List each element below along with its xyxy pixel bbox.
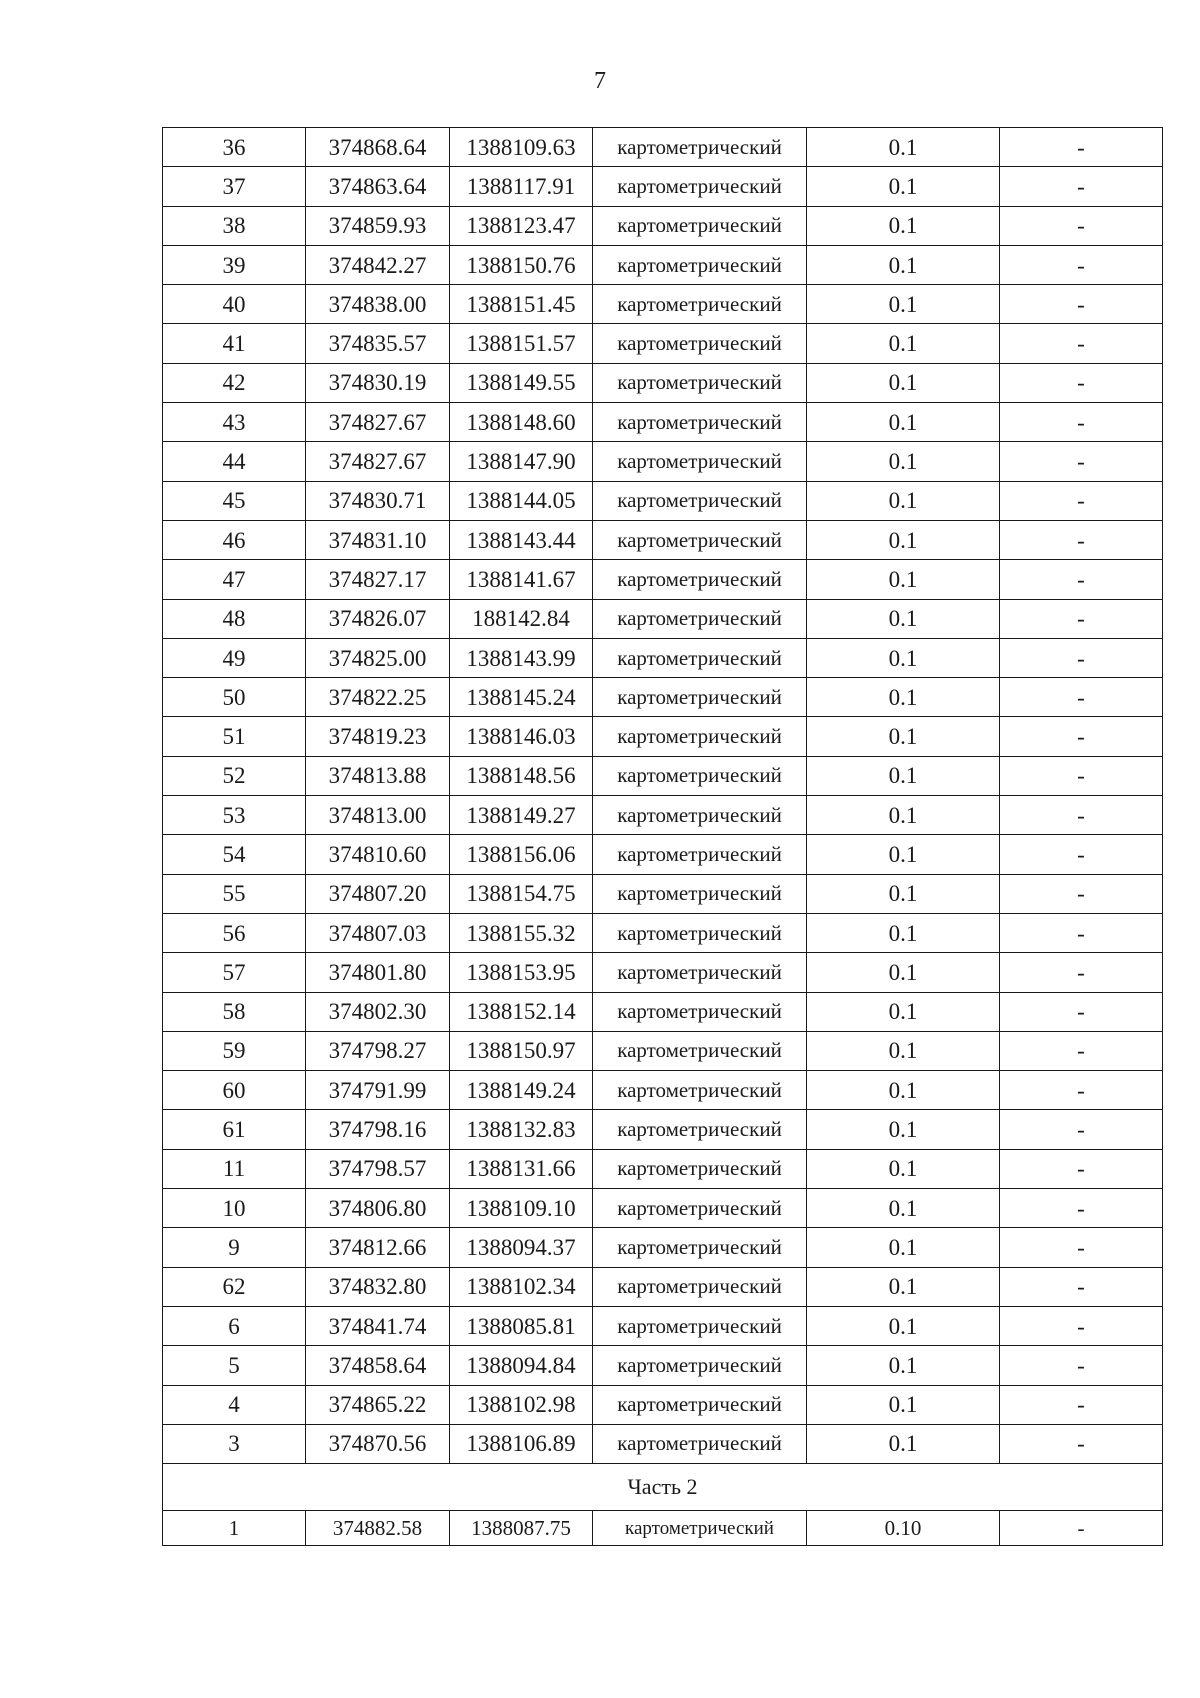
point-number-cell: 5 xyxy=(163,1346,306,1385)
y-coordinate-cell: 188142.84 xyxy=(450,599,593,638)
method-cell: картометрический xyxy=(593,1110,807,1149)
point-number-cell: 60 xyxy=(163,1071,306,1110)
x-coordinate-cell: 374798.57 xyxy=(306,1149,450,1188)
x-coordinate-cell: 374865.22 xyxy=(306,1385,450,1424)
table-row xyxy=(163,403,1163,442)
table-row xyxy=(163,1149,1163,1188)
note-cell: - xyxy=(1000,638,1163,677)
table-row xyxy=(163,796,1163,835)
accuracy-cell: 0.1 xyxy=(807,638,1000,677)
point-number-cell: 11 xyxy=(163,1149,306,1188)
y-coordinate-cell: 1388109.10 xyxy=(450,1189,593,1228)
table-row xyxy=(163,1031,1163,1070)
method-cell: картометрический xyxy=(593,796,807,835)
method-cell: картометрический xyxy=(593,520,807,559)
note-cell: - xyxy=(1000,796,1163,835)
x-coordinate-cell: 374870.56 xyxy=(306,1424,450,1463)
method-cell: картометрический xyxy=(593,992,807,1031)
point-number-cell: 41 xyxy=(163,324,306,363)
note-cell: - xyxy=(1000,363,1163,402)
table-row xyxy=(163,1385,1163,1424)
x-coordinate-cell: 374838.00 xyxy=(306,285,450,324)
method-cell: картометрический xyxy=(593,1071,807,1110)
y-coordinate-cell: 1388153.95 xyxy=(450,953,593,992)
x-coordinate-cell: 374835.57 xyxy=(306,324,450,363)
accuracy-cell: 0.1 xyxy=(807,1385,1000,1424)
accuracy-cell: 0.1 xyxy=(807,245,1000,284)
method-cell: картометрический xyxy=(593,835,807,874)
y-coordinate-cell: 1388148.60 xyxy=(450,403,593,442)
y-coordinate-cell: 1388149.27 xyxy=(450,796,593,835)
y-coordinate-cell: 1388145.24 xyxy=(450,678,593,717)
note-cell: - xyxy=(1000,1424,1163,1463)
table-row xyxy=(163,363,1163,402)
y-coordinate-cell: 1388132.83 xyxy=(450,1110,593,1149)
point-number-cell: 6 xyxy=(163,1306,306,1345)
note-cell: - xyxy=(1000,756,1163,795)
accuracy-cell: 0.1 xyxy=(807,1267,1000,1306)
note-cell: - xyxy=(1000,874,1163,913)
method-cell: картометрический xyxy=(593,1424,807,1463)
accuracy-cell: 0.1 xyxy=(807,206,1000,245)
method-cell: картометрический xyxy=(593,638,807,677)
point-number-cell: 49 xyxy=(163,638,306,677)
point-number-cell: 50 xyxy=(163,678,306,717)
y-coordinate-cell: 1388154.75 xyxy=(450,874,593,913)
x-coordinate-cell: 374826.07 xyxy=(306,599,450,638)
x-coordinate-cell: 374813.88 xyxy=(306,756,450,795)
table-row xyxy=(163,1511,1163,1546)
table-row xyxy=(163,717,1163,756)
x-coordinate-cell: 374830.71 xyxy=(306,481,450,520)
point-number-cell: 61 xyxy=(163,1110,306,1149)
y-coordinate-cell: 1388151.57 xyxy=(450,324,593,363)
part-heading: Часть 2 xyxy=(163,1464,1163,1511)
x-coordinate-cell: 374827.67 xyxy=(306,442,450,481)
point-number-cell: 36 xyxy=(163,128,306,167)
point-number-cell: 51 xyxy=(163,717,306,756)
point-number-cell: 52 xyxy=(163,756,306,795)
x-coordinate-cell: 374882.58 xyxy=(306,1511,450,1546)
point-number-cell: 40 xyxy=(163,285,306,324)
table-row xyxy=(163,992,1163,1031)
table-row xyxy=(163,1306,1163,1345)
method-cell: картометрический xyxy=(593,1267,807,1306)
table-row xyxy=(163,1189,1163,1228)
method-cell: картометрический xyxy=(593,1031,807,1070)
note-cell: - xyxy=(1000,442,1163,481)
part-heading-row xyxy=(163,1464,1163,1511)
accuracy-cell: 0.1 xyxy=(807,874,1000,913)
method-cell: картометрический xyxy=(593,206,807,245)
method-cell: картометрический xyxy=(593,1228,807,1267)
note-cell: - xyxy=(1000,285,1163,324)
y-coordinate-cell: 1388147.90 xyxy=(450,442,593,481)
table-row xyxy=(163,167,1163,206)
note-cell: - xyxy=(1000,1346,1163,1385)
table-row xyxy=(163,953,1163,992)
x-coordinate-cell: 374801.80 xyxy=(306,953,450,992)
method-cell: картометрический xyxy=(593,481,807,520)
y-coordinate-cell: 1388123.47 xyxy=(450,206,593,245)
note-cell: - xyxy=(1000,717,1163,756)
point-number-cell: 38 xyxy=(163,206,306,245)
table-row xyxy=(163,520,1163,559)
table-row xyxy=(163,756,1163,795)
accuracy-cell: 0.1 xyxy=(807,481,1000,520)
table-row xyxy=(163,560,1163,599)
table-row xyxy=(163,324,1163,363)
note-cell: - xyxy=(1000,1110,1163,1149)
method-cell: картометрический xyxy=(593,363,807,402)
x-coordinate-cell: 374859.93 xyxy=(306,206,450,245)
method-cell: картометрический xyxy=(593,324,807,363)
x-coordinate-cell: 374819.23 xyxy=(306,717,450,756)
x-coordinate-cell: 374830.19 xyxy=(306,363,450,402)
accuracy-cell: 0.1 xyxy=(807,324,1000,363)
method-cell: картометрический xyxy=(593,1149,807,1188)
accuracy-cell: 0.1 xyxy=(807,796,1000,835)
table-row xyxy=(163,678,1163,717)
note-cell: - xyxy=(1000,167,1163,206)
x-coordinate-cell: 374827.67 xyxy=(306,403,450,442)
y-coordinate-cell: 1388152.14 xyxy=(450,992,593,1031)
note-cell: - xyxy=(1000,1306,1163,1345)
x-coordinate-cell: 374813.00 xyxy=(306,796,450,835)
point-number-cell: 46 xyxy=(163,520,306,559)
accuracy-cell: 0.1 xyxy=(807,363,1000,402)
table-row xyxy=(163,481,1163,520)
point-number-cell: 54 xyxy=(163,835,306,874)
note-cell: - xyxy=(1000,913,1163,952)
note-cell: - xyxy=(1000,953,1163,992)
note-cell: - xyxy=(1000,403,1163,442)
accuracy-cell: 0.1 xyxy=(807,285,1000,324)
accuracy-cell: 0.1 xyxy=(807,442,1000,481)
point-number-cell: 55 xyxy=(163,874,306,913)
method-cell: картометрический xyxy=(593,717,807,756)
y-coordinate-cell: 1388094.37 xyxy=(450,1228,593,1267)
accuracy-cell: 0.1 xyxy=(807,913,1000,952)
table-row xyxy=(163,128,1163,167)
x-coordinate-cell: 374812.66 xyxy=(306,1228,450,1267)
point-number-cell: 9 xyxy=(163,1228,306,1267)
method-cell: картометрический xyxy=(593,953,807,992)
table-row xyxy=(163,599,1163,638)
method-cell: картометрический xyxy=(593,1306,807,1345)
y-coordinate-cell: 1388131.66 xyxy=(450,1149,593,1188)
x-coordinate-cell: 374791.99 xyxy=(306,1071,450,1110)
y-coordinate-cell: 1388156.06 xyxy=(450,835,593,874)
page-number: 7 xyxy=(594,68,606,94)
note-cell: - xyxy=(1000,245,1163,284)
note-cell: - xyxy=(1000,1267,1163,1306)
accuracy-cell: 0.1 xyxy=(807,1189,1000,1228)
note-cell: - xyxy=(1000,1031,1163,1070)
note-cell: - xyxy=(1000,678,1163,717)
table-row xyxy=(163,1228,1163,1267)
y-coordinate-cell: 1388102.98 xyxy=(450,1385,593,1424)
y-coordinate-cell: 1388144.05 xyxy=(450,481,593,520)
method-cell: картометрический xyxy=(593,128,807,167)
x-coordinate-cell: 374841.74 xyxy=(306,1306,450,1345)
x-coordinate-cell: 374802.30 xyxy=(306,992,450,1031)
point-number-cell: 48 xyxy=(163,599,306,638)
y-coordinate-cell: 1388151.45 xyxy=(450,285,593,324)
note-cell: - xyxy=(1000,520,1163,559)
accuracy-cell: 0.1 xyxy=(807,599,1000,638)
coordinates-table-body xyxy=(163,128,1163,1546)
note-cell: - xyxy=(1000,992,1163,1031)
accuracy-cell: 0.1 xyxy=(807,1424,1000,1463)
table-row xyxy=(163,206,1163,245)
table-row xyxy=(163,1071,1163,1110)
accuracy-cell: 0.1 xyxy=(807,992,1000,1031)
accuracy-cell: 0.1 xyxy=(807,835,1000,874)
y-coordinate-cell: 1388087.75 xyxy=(450,1511,593,1546)
x-coordinate-cell: 374822.25 xyxy=(306,678,450,717)
note-cell: - xyxy=(1000,128,1163,167)
accuracy-cell: 0.1 xyxy=(807,1110,1000,1149)
accuracy-cell: 0.1 xyxy=(807,403,1000,442)
point-number-cell: 39 xyxy=(163,245,306,284)
x-coordinate-cell: 374827.17 xyxy=(306,560,450,599)
accuracy-cell: 0.1 xyxy=(807,1228,1000,1267)
method-cell: картометрический xyxy=(593,442,807,481)
accuracy-cell: 0.10 xyxy=(807,1511,1000,1546)
y-coordinate-cell: 1388106.89 xyxy=(450,1424,593,1463)
note-cell: - xyxy=(1000,1385,1163,1424)
point-number-cell: 53 xyxy=(163,796,306,835)
x-coordinate-cell: 374842.27 xyxy=(306,245,450,284)
method-cell: картометрический xyxy=(593,756,807,795)
point-number-cell: 10 xyxy=(163,1189,306,1228)
accuracy-cell: 0.1 xyxy=(807,1031,1000,1070)
y-coordinate-cell: 1388150.97 xyxy=(450,1031,593,1070)
note-cell: - xyxy=(1000,599,1163,638)
accuracy-cell: 0.1 xyxy=(807,520,1000,559)
table-row xyxy=(163,1346,1163,1385)
note-cell: - xyxy=(1000,1149,1163,1188)
x-coordinate-cell: 374868.64 xyxy=(306,128,450,167)
note-cell: - xyxy=(1000,560,1163,599)
method-cell: картометрический xyxy=(593,599,807,638)
note-cell: - xyxy=(1000,324,1163,363)
accuracy-cell: 0.1 xyxy=(807,1149,1000,1188)
method-cell: картометрический xyxy=(593,913,807,952)
method-cell: картометрический xyxy=(593,874,807,913)
table-row xyxy=(163,874,1163,913)
accuracy-cell: 0.1 xyxy=(807,953,1000,992)
point-number-cell: 47 xyxy=(163,560,306,599)
method-cell: картометрический xyxy=(593,1189,807,1228)
table-row xyxy=(163,442,1163,481)
x-coordinate-cell: 374807.20 xyxy=(306,874,450,913)
y-coordinate-cell: 1388148.56 xyxy=(450,756,593,795)
point-number-cell: 37 xyxy=(163,167,306,206)
note-cell: - xyxy=(1000,1511,1163,1546)
method-cell: картометрический xyxy=(593,1346,807,1385)
method-cell: картометрический xyxy=(593,560,807,599)
accuracy-cell: 0.1 xyxy=(807,128,1000,167)
accuracy-cell: 0.1 xyxy=(807,560,1000,599)
coordinates-table xyxy=(162,127,1163,1546)
point-number-cell: 43 xyxy=(163,403,306,442)
y-coordinate-cell: 1388094.84 xyxy=(450,1346,593,1385)
point-number-cell: 4 xyxy=(163,1385,306,1424)
point-number-cell: 59 xyxy=(163,1031,306,1070)
x-coordinate-cell: 374807.03 xyxy=(306,913,450,952)
point-number-cell: 62 xyxy=(163,1267,306,1306)
point-number-cell: 1 xyxy=(163,1511,306,1546)
accuracy-cell: 0.1 xyxy=(807,1346,1000,1385)
note-cell: - xyxy=(1000,1189,1163,1228)
note-cell: - xyxy=(1000,835,1163,874)
table-row xyxy=(163,1424,1163,1463)
table-row xyxy=(163,245,1163,284)
y-coordinate-cell: 1388085.81 xyxy=(450,1306,593,1345)
accuracy-cell: 0.1 xyxy=(807,1306,1000,1345)
x-coordinate-cell: 374810.60 xyxy=(306,835,450,874)
y-coordinate-cell: 1388149.24 xyxy=(450,1071,593,1110)
point-number-cell: 57 xyxy=(163,953,306,992)
accuracy-cell: 0.1 xyxy=(807,678,1000,717)
y-coordinate-cell: 1388146.03 xyxy=(450,717,593,756)
method-cell: картометрический xyxy=(593,167,807,206)
table-row xyxy=(163,1110,1163,1149)
method-cell: картометрический xyxy=(593,1511,807,1546)
note-cell: - xyxy=(1000,1071,1163,1110)
accuracy-cell: 0.1 xyxy=(807,756,1000,795)
x-coordinate-cell: 374858.64 xyxy=(306,1346,450,1385)
method-cell: картометрический xyxy=(593,1385,807,1424)
point-number-cell: 3 xyxy=(163,1424,306,1463)
x-coordinate-cell: 374832.80 xyxy=(306,1267,450,1306)
note-cell: - xyxy=(1000,481,1163,520)
table-row xyxy=(163,913,1163,952)
table-row xyxy=(163,1267,1163,1306)
method-cell: картометрический xyxy=(593,285,807,324)
point-number-cell: 44 xyxy=(163,442,306,481)
x-coordinate-cell: 374863.64 xyxy=(306,167,450,206)
accuracy-cell: 0.1 xyxy=(807,167,1000,206)
accuracy-cell: 0.1 xyxy=(807,1071,1000,1110)
point-number-cell: 56 xyxy=(163,913,306,952)
note-cell: - xyxy=(1000,1228,1163,1267)
y-coordinate-cell: 1388150.76 xyxy=(450,245,593,284)
x-coordinate-cell: 374825.00 xyxy=(306,638,450,677)
table-row xyxy=(163,285,1163,324)
y-coordinate-cell: 1388117.91 xyxy=(450,167,593,206)
y-coordinate-cell: 1388102.34 xyxy=(450,1267,593,1306)
method-cell: картометрический xyxy=(593,245,807,284)
method-cell: картометрический xyxy=(593,678,807,717)
note-cell: - xyxy=(1000,206,1163,245)
x-coordinate-cell: 374831.10 xyxy=(306,520,450,559)
point-number-cell: 45 xyxy=(163,481,306,520)
y-coordinate-cell: 1388109.63 xyxy=(450,128,593,167)
x-coordinate-cell: 374806.80 xyxy=(306,1189,450,1228)
y-coordinate-cell: 1388155.32 xyxy=(450,913,593,952)
table-row xyxy=(163,835,1163,874)
x-coordinate-cell: 374798.16 xyxy=(306,1110,450,1149)
y-coordinate-cell: 1388141.67 xyxy=(450,560,593,599)
x-coordinate-cell: 374798.27 xyxy=(306,1031,450,1070)
accuracy-cell: 0.1 xyxy=(807,717,1000,756)
point-number-cell: 58 xyxy=(163,992,306,1031)
method-cell: картометрический xyxy=(593,403,807,442)
y-coordinate-cell: 1388149.55 xyxy=(450,363,593,402)
point-number-cell: 42 xyxy=(163,363,306,402)
y-coordinate-cell: 1388143.44 xyxy=(450,520,593,559)
table-row xyxy=(163,638,1163,677)
y-coordinate-cell: 1388143.99 xyxy=(450,638,593,677)
